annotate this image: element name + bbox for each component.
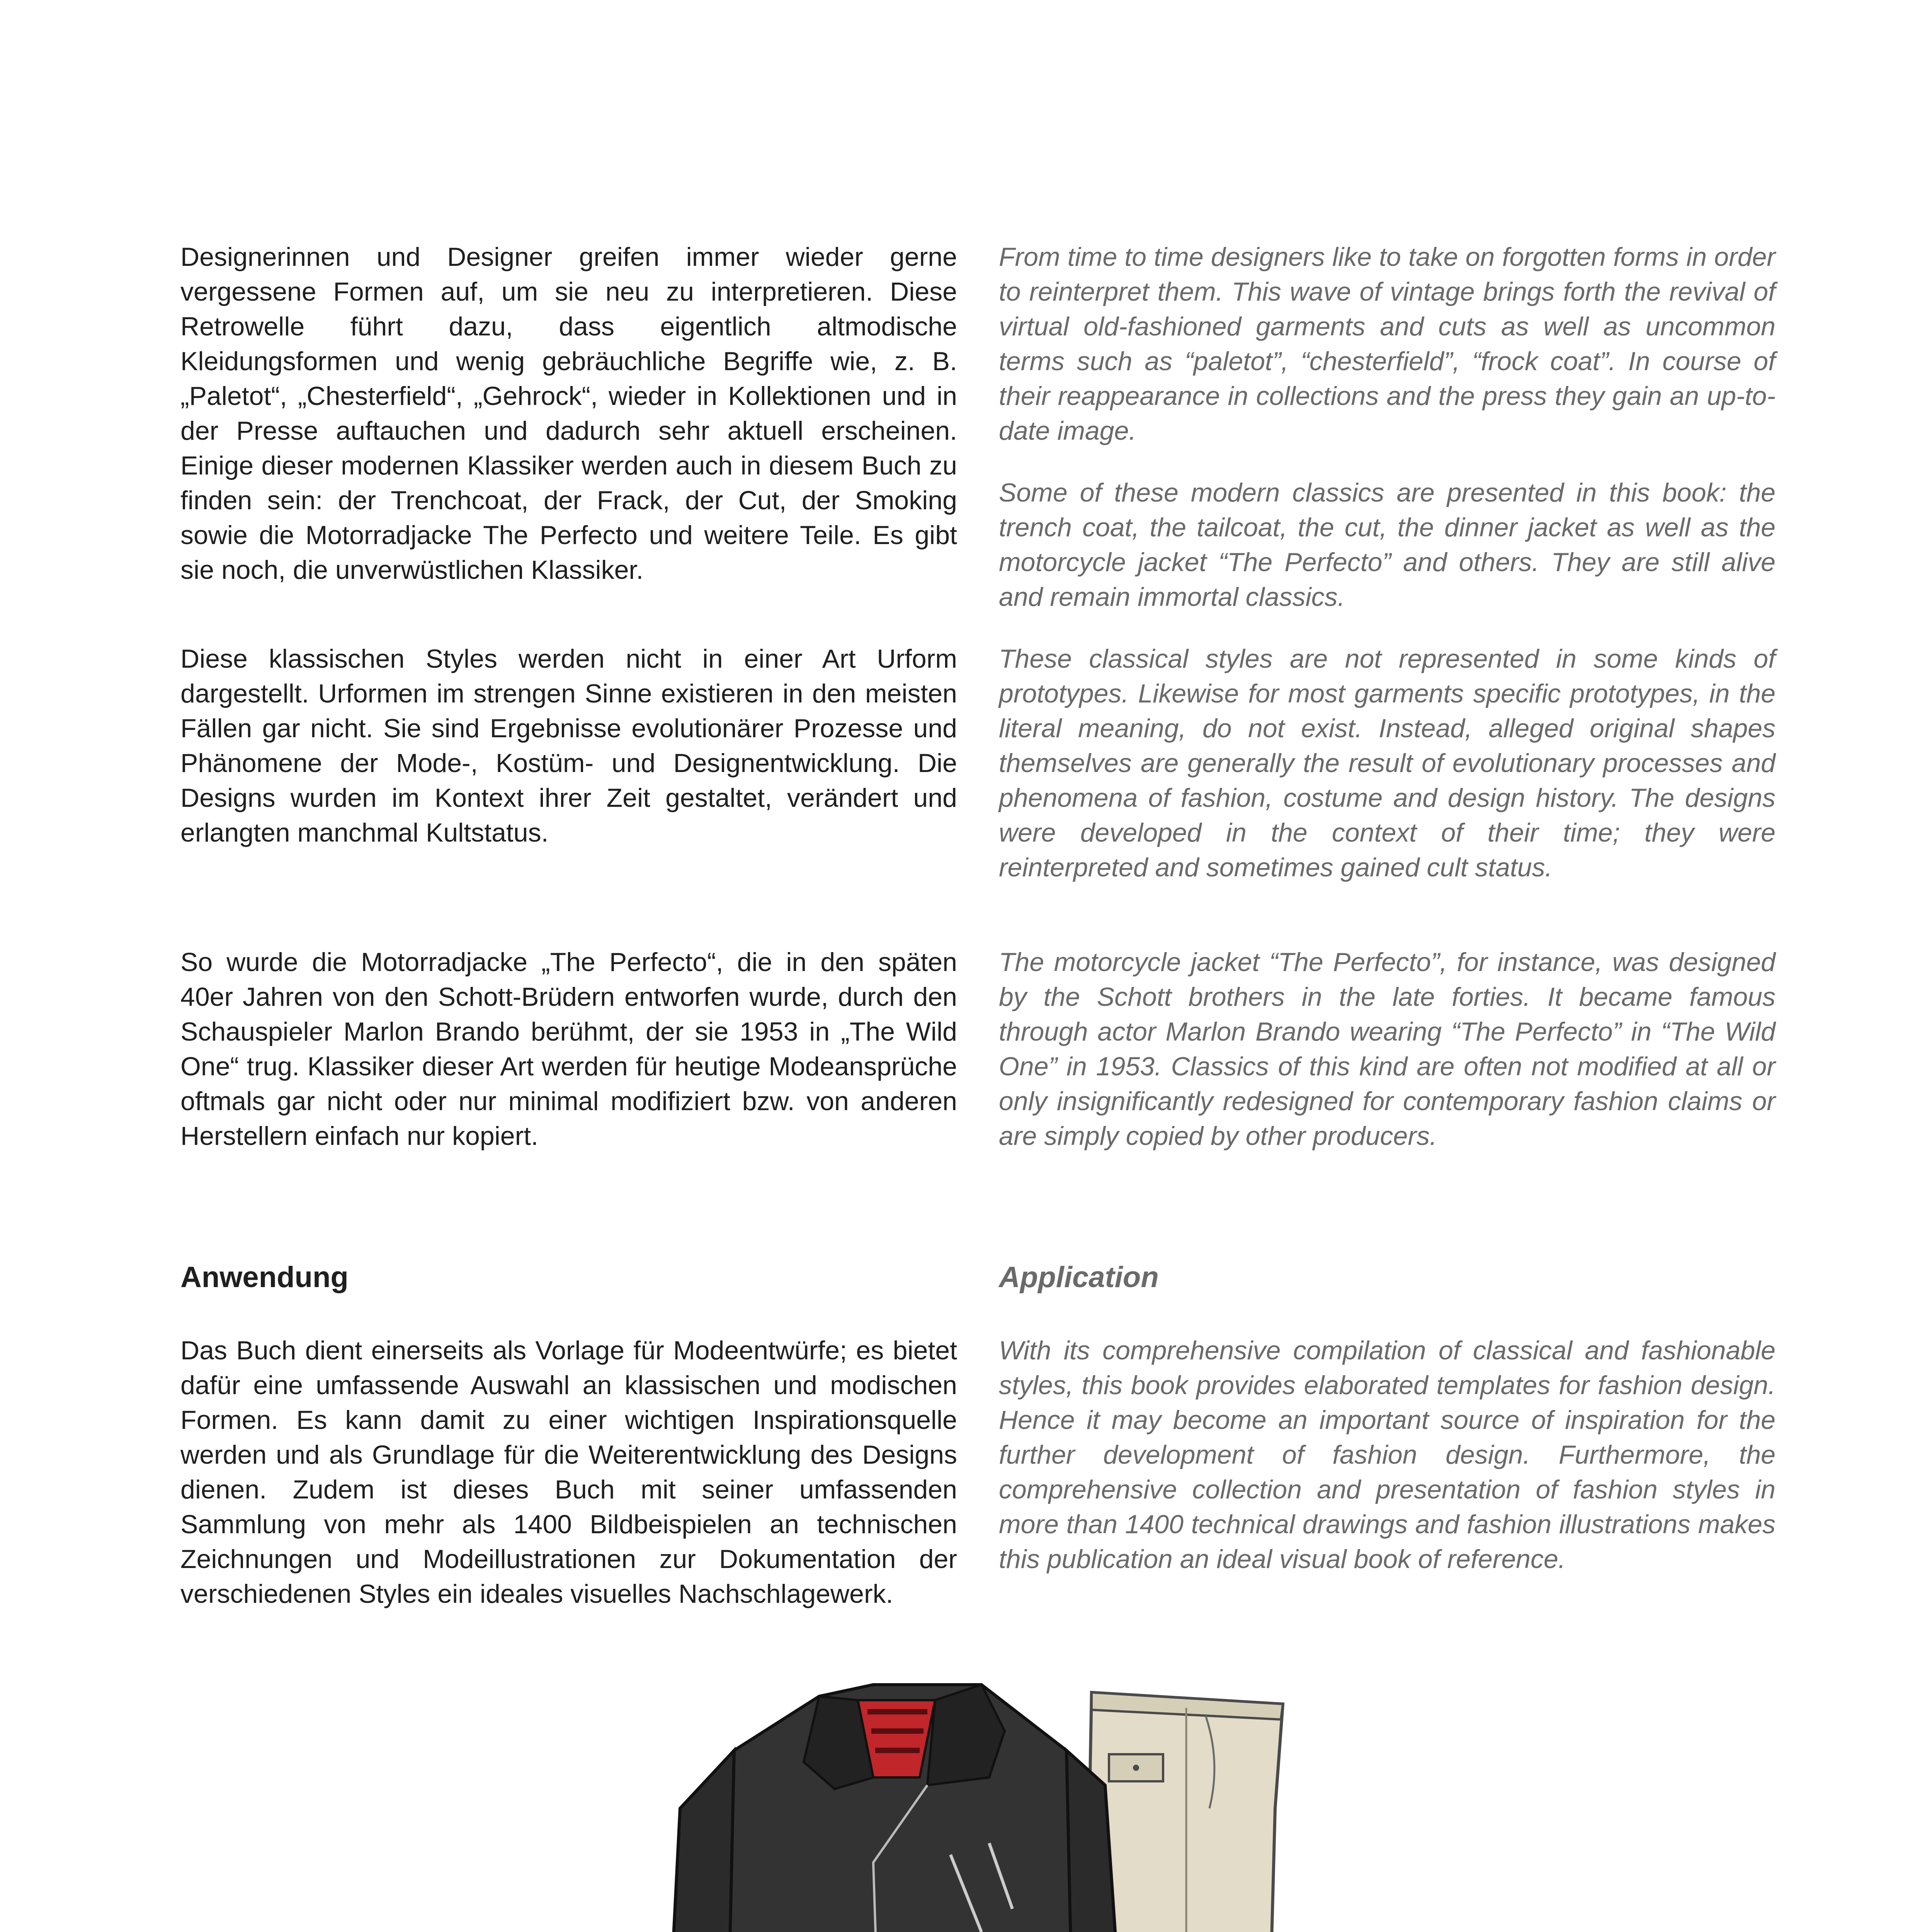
english-paragraph-1: From time to time designers like to take on forgotten forms in order to reinterpret them. This wave of vintage brings forth the revival of virtual old-fashioned garments and cuts as well as uncommon terms such as “paletot”, “chesterfield”, “frock coat”. In course of their reappearance in collections and the press they gain an up-to-date image. <box>999 242 1776 446</box>
english-paragraph-2: Some of these modern classics are presented in this book: the trench coat, the tailcoat, the cut, the dinner jacket as well as the motorcycle jacket “The Perfecto” and others. They are still alive and remain immortal classics. <box>999 478 1776 612</box>
german-paragraph-1: Designerinnen und Designer greifen immer wieder gerne vergessene Formen auf, um sie neu zu interpretieren. Diese Retrowelle führt dazu, dass eigentlich altmodische Kleidungsformen und wenig gebräuchliche Begriffe wie, z. B. „Paletot“, „Chesterfield“, „Gehrock“, wieder in Kollektionen und in der Presse auftauchen und dadurch sehr aktuell erscheinen. Einige dieser modernen Klassiker werden auch in diesem Buch zu finden sein: der Trenchcoat, der Frack, der Cut, der Smoking sowie die Motorradjacke The Perfecto und weitere Teile. Es gibt sie noch, die unverwüstlichen Klassiker. <box>180 242 957 585</box>
german-paragraph-2: Diese klassischen Styles werden nicht in einer Art Urform dargestellt. Urformen im strengen Sinne existieren in den meisten Fällen gar nicht. Sie sind Ergebnisse evolutionärer Prozesse und Phänomene der Mode-, Kostüm- und Designentwicklung. Die Designs wurden im Kontext ihrer Zeit gestaltet, verändert und erlangten manchmal Kultstatus. <box>180 644 957 847</box>
english-heading: Application <box>999 1261 1159 1294</box>
english-paragraph-3: These classical styles are not represented in some kinds of prototypes. Likewise for most garments specific prototypes, in the literal meaning, do not exist. Instead, alleged original shapes themselves are generally the result of evolutionary processes and phenomena of fashion, costume and design history. The designs were developed in the context of their time; they were reinterpreted and sometimes gained cult status. <box>999 644 1776 882</box>
leather-jacket-illustration <box>661 1685 1132 1932</box>
german-paragraph-4: Das Buch dient einerseits als Vorlage für Modeentwürfe; es bietet dafür eine umfassende Auswahl an klassischen und modischen Formen. Es kann damit zu einer wichtigen Inspirationsquelle werden und als Grundlage für die Weiterentwicklung des Designs dienen. Zudem ist dieses Buch mit seiner umfassenden Sammlung von mehr als 1400 Bildbeispielen an technischen Zeichnungen und Modeillustrationen zur Dokumentation der verschiedenen Styles ein ideales visuelles Nachschlagewerk. <box>180 1336 957 1609</box>
english-paragraph-5: With its comprehensive compilation of classical and fashionable styles, this book provides elaborated templates for fashion design. Hence it may become an important source of inspiration for the further development of fashion design. Furthermore, the comprehensive collection and presentation of fashion styles in more than 1400 technical drawings and fashion illustrations makes this publication an ideal visual book of reference. <box>999 1336 1776 1574</box>
german-paragraph-3: So wurde die Motorradjacke „The Perfecto“, die in den späten 40er Jahren von den Schott-Brüdern entworfen wurde, durch den Schauspieler Marlon Brando berühmt, der sie 1953 in „The Wild One“ trug. Klassiker dieser Art werden für heutige Modeansprüche oftmals gar nicht oder nur minimal modifiziert bzw. von anderen Herstellern einfach nur kopiert. <box>180 947 957 1151</box>
garment-illustration <box>657 1662 1430 1932</box>
english-paragraph-4: The motorcycle jacket “The Perfecto”, for instance, was designed by the Schott brothers in the late forties. It became famous through actor Marlon Brando wearing “The Perfecto” in “The Wild One” in 1953. Classics of this kind are often not modified at all or only insignificantly redesigned for contemporary fashion claims or are simply copied by other producers. <box>999 947 1776 1151</box>
trousers-illustration <box>1086 1692 1283 1932</box>
german-heading: Anwendung <box>180 1261 349 1294</box>
